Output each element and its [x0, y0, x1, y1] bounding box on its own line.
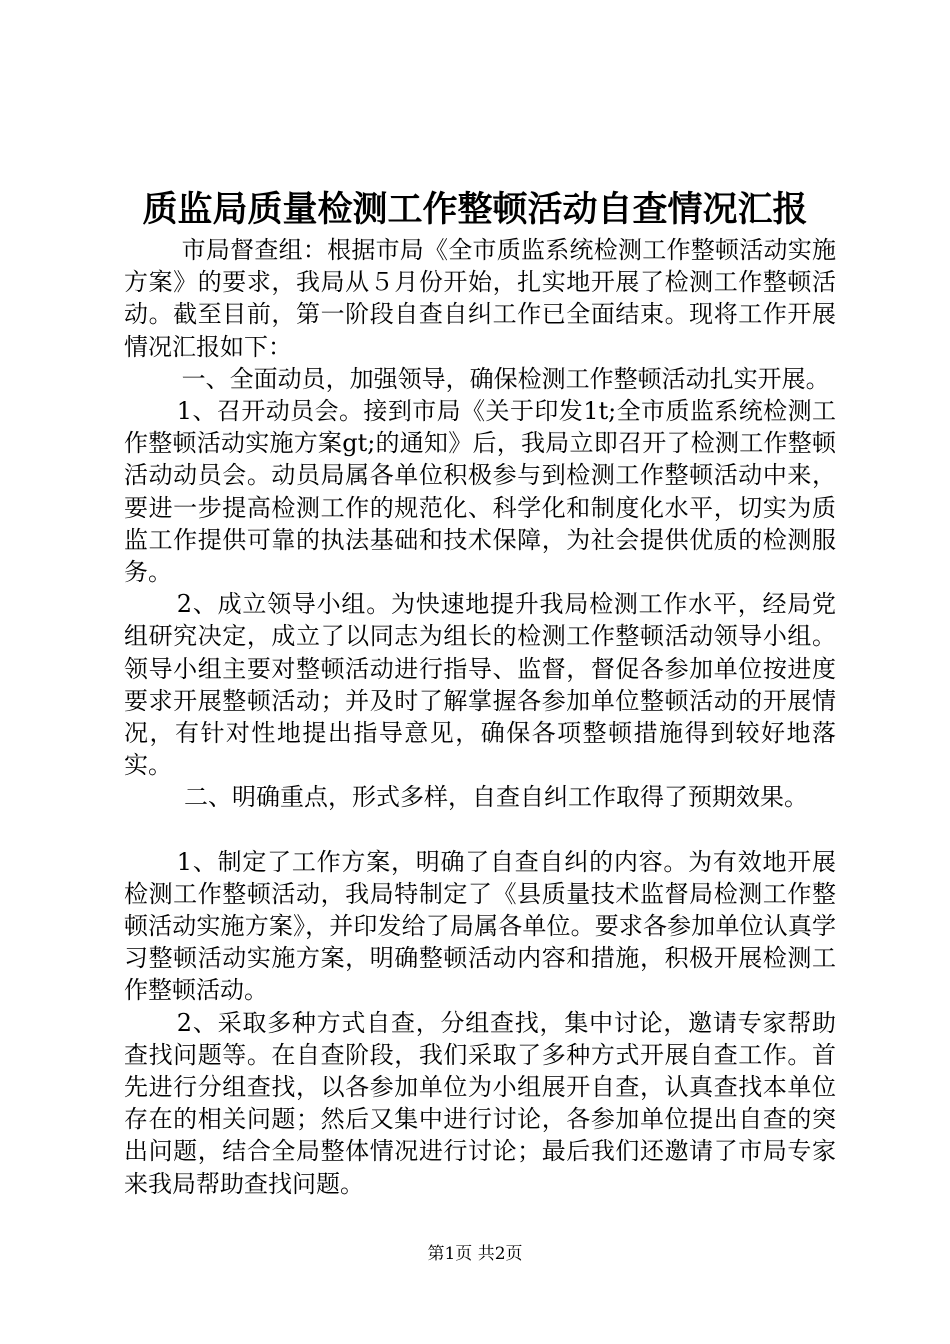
paragraph-item-2-2: 2、采取多种方式自查，分组查找，集中讨论，邀请专家帮助查找问题等。在自查阶段，我们采取了多种方式开展自查工作。首先进行分组查找，以各参加单位为小组展开自查，认真查找本单位存在的相关问题；然后又集中进行讨论，各参加单位提出自查的突出问题，结合全局整体情况进行讨论；最后我们还邀请了市局专家来我局帮助查找问题。 — [124, 1008, 836, 1198]
paragraph-item-2-1: 1、制定了工作方案，明确了自查自纠的内容。为有效地开展检测工作整顿活动，我局特制定了《县质量技术监督局检测工作整顿活动实施方案》，并印发给了局属各单位。要求各参加单位认真学习整顿活动实施方案，明确整顿活动内容和措施，积极开展检测工作整顿活动。 — [124, 847, 836, 1005]
paragraph-intro: 市局督查组：根据市局《全市质监系统检测工作整顿活动实施方案》的要求，我局从５月份开始，扎实地开展了检测工作整顿活动。截至目前，第一阶段自查自纠工作已全面结束。现将工作开展情况汇报如下： — [124, 236, 836, 361]
document-body — [124, 234, 836, 1200]
section-heading-one: 一、全面动员，加强领导，确保检测工作整顿活动扎实开展。 — [181, 364, 830, 393]
document-title: 质监局质量检测工作整顿活动自查情况汇报 — [142, 189, 808, 230]
page-footer: 第1页 共2页 — [427, 1244, 523, 1264]
section-heading-two: 二、明确重点，形式多样，自查自纠工作取得了预期效果。 — [184, 783, 808, 812]
blank-line — [124, 814, 836, 846]
paragraph-item-1-1: 1、召开动员会。接到市局《关于印发1t;全市质监系统检测工作整顿活动实施方案gt;的通知》后，我局立即召开了检测工作整顿活动动员会。动员局属各单位积极参与到检测工作整顿活动中来，要进一步提高检测工作的规范化、科学化和制度化水平，切实为质监工作提供可靠的执法基础和技术保障，为社会提供优质的检测服务。 — [124, 397, 836, 587]
paragraph-item-1-2: 2、成立领导小组。为快速地提升我局检测工作水平，经局党组研究决定，成立了以同志为组长的检测工作整顿活动领导小组。领导小组主要对整顿活动进行指导、监督，督促各参加单位按进度要求开展整顿活动；并及时了解掌握各参加单位整顿活动的开展情况，有针对性地提出指导意见，确保各项整顿措施得到较好地落实。 — [124, 590, 836, 780]
